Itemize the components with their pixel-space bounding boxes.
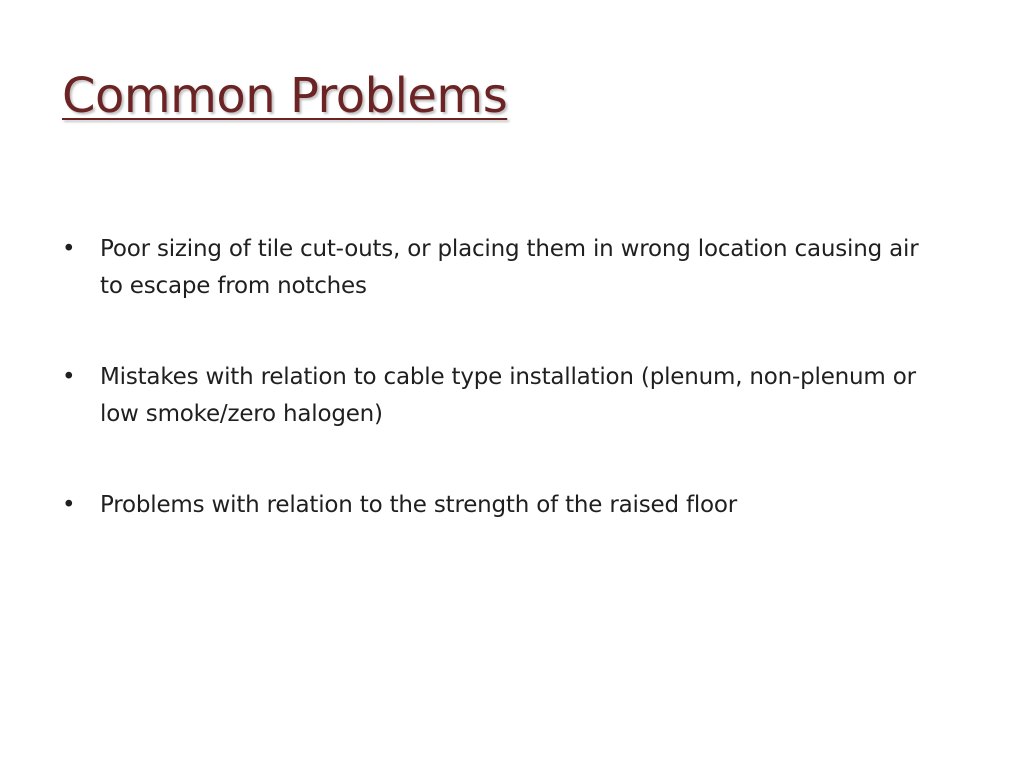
- bullet-item: [62, 231, 942, 305]
- bullet-text: Problems with relation to the strength of the raised floor: [100, 492, 738, 518]
- bullet-item: [62, 487, 942, 524]
- bullet-item: [62, 359, 942, 433]
- slide-title: Common Problems: [62, 68, 508, 124]
- bullet-dot-icon: •: [62, 364, 76, 390]
- bullet-dot-icon: •: [62, 236, 76, 262]
- bullet-text: Mistakes with relation to cable type installation (plenum, non-plenum or low smoke/zero halogen): [100, 364, 916, 427]
- bullet-text: Poor sizing of tile cut-outs, or placing them in wrong location causing air to escape from notches: [100, 236, 919, 299]
- bullet-list: [62, 231, 942, 578]
- bullet-dot-icon: •: [62, 492, 76, 518]
